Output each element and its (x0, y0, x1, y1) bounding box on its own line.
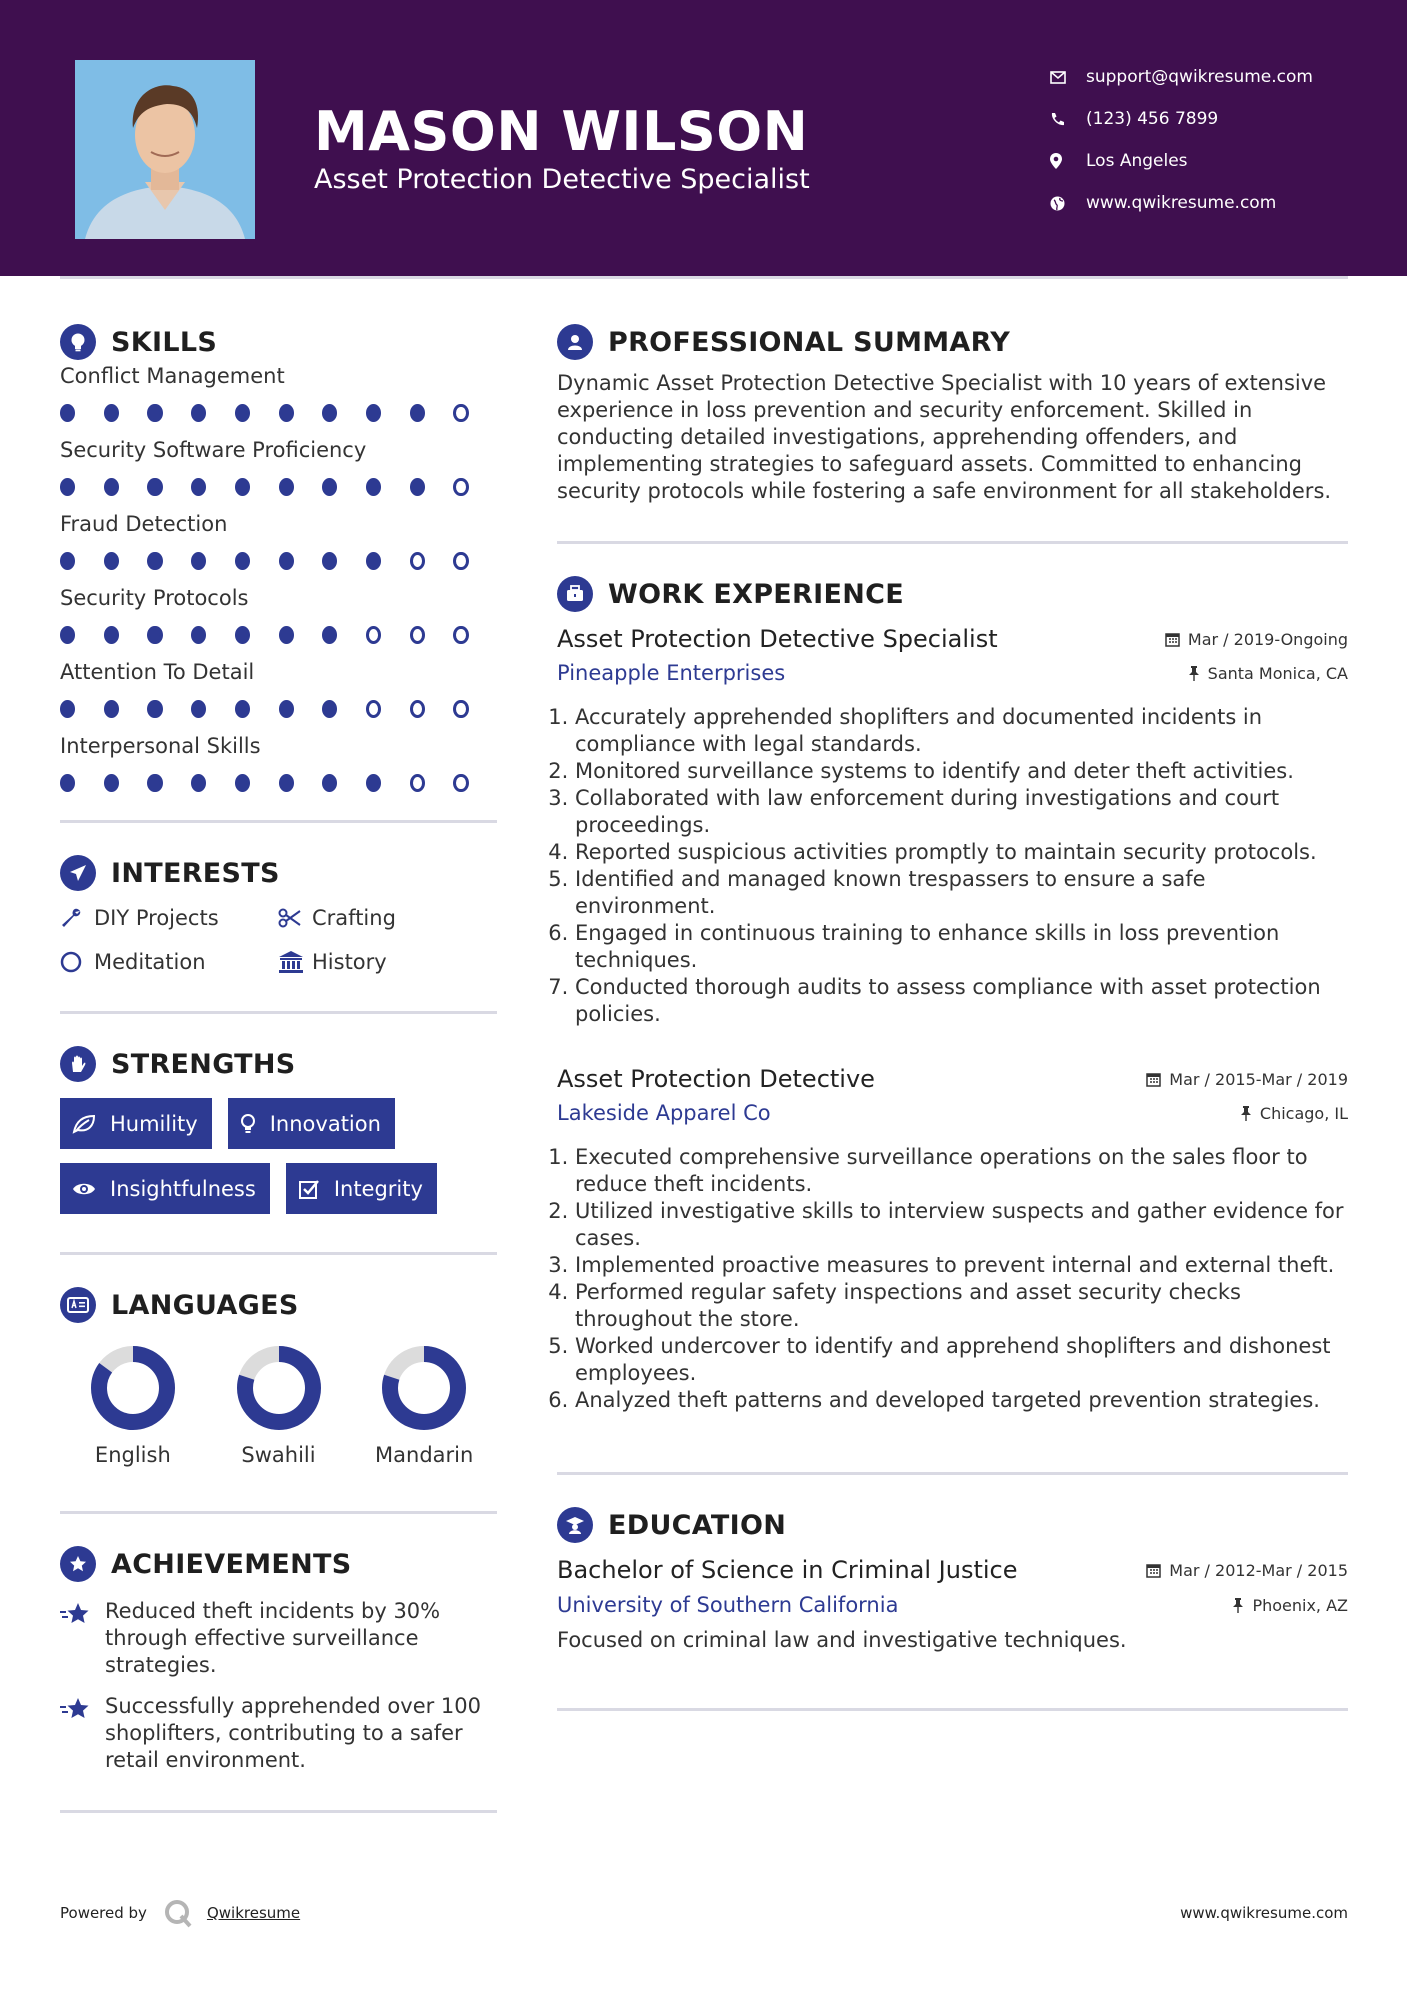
education-description: Focused on criminal law and investigative techniques. (557, 1628, 1127, 1652)
globe-icon (1050, 196, 1086, 211)
skill-dot-filled (366, 404, 381, 422)
job-bullets (557, 1144, 1348, 1414)
job-location (1188, 664, 1348, 683)
skill-dot-filled (235, 700, 250, 718)
strengths-list (60, 1098, 497, 1214)
skill-dot-empty (410, 700, 425, 718)
skill-name: Interpersonal Skills (60, 734, 261, 758)
education-title: EDUCATION (608, 1509, 787, 1541)
contact-email[interactable] (1050, 56, 1313, 98)
jobs-list (557, 622, 1348, 1414)
language-icon (60, 1287, 96, 1323)
skill-rating (60, 538, 497, 584)
calendar-icon (1146, 1563, 1161, 1578)
footer-url[interactable]: www.qwikresume.com (1180, 1904, 1348, 1922)
job-date-text: Mar / 2019-Ongoing (1187, 629, 1348, 649)
job-entry (557, 1062, 1348, 1414)
job-bullet: 5. Identified and managed known trespassers to ensure a safe environment. (575, 866, 1348, 920)
header-divider (60, 276, 1348, 279)
skill-rating (60, 390, 497, 436)
skill-name: Security Software Proficiency (60, 438, 367, 462)
skill-dot-filled (147, 626, 162, 644)
skill-rating (60, 760, 497, 806)
strength-label: Integrity (333, 1176, 423, 1201)
skill-name: Attention To Detail (60, 660, 255, 684)
paper-plane-icon (60, 855, 96, 891)
contact-location (1050, 140, 1313, 182)
skill-dot-filled (147, 774, 162, 792)
skill-dot-filled (60, 626, 75, 644)
job-company[interactable]: Pineapple Enterprises (557, 661, 786, 685)
skill-name: Security Protocols (60, 586, 249, 610)
leaf-icon (72, 1114, 96, 1134)
job-date-text: Mar / 2015-Mar / 2019 (1169, 1069, 1348, 1089)
lightbulb-icon (240, 1113, 256, 1135)
powered-by-label: Powered by (60, 1904, 147, 1922)
skill-dot-filled (104, 404, 119, 422)
language-name: English (94, 1443, 171, 1467)
skill-dot-filled (191, 404, 206, 422)
skill-dot-filled (322, 700, 337, 718)
language-name: Swahili (241, 1443, 316, 1467)
strength-tag (286, 1163, 437, 1214)
skill-dot-filled (104, 552, 119, 570)
achievements-title: ACHIEVEMENTS (111, 1548, 352, 1580)
profile-photo (75, 60, 255, 239)
strength-tag (60, 1163, 270, 1214)
language-donut (236, 1345, 322, 1431)
skill-dot-filled (279, 552, 294, 570)
skill-dot-filled (104, 478, 119, 496)
interest-item (278, 947, 496, 977)
job-bullet: 3. Implemented proactive measures to prevent internal and external theft. (575, 1252, 1348, 1279)
job-bullet: 2. Monitored surveillance systems to identify and deter theft activities. (575, 758, 1348, 785)
skill-dot-filled (104, 700, 119, 718)
job-bullet: 1. Accurately apprehended shoplifters and documented incidents in compliance with legal standards. (575, 704, 1348, 758)
skill-dot-empty (453, 774, 468, 792)
scissors-icon (278, 908, 312, 928)
contact-website-text: www.qwikresume.com (1086, 193, 1277, 213)
language-donut (90, 1345, 176, 1431)
skill-dot-filled (104, 774, 119, 792)
interest-item (278, 903, 496, 933)
skill-name: Fraud Detection (60, 512, 228, 536)
star-icon (60, 1693, 105, 1774)
check-square-icon (298, 1178, 320, 1200)
contact-location-text: Los Angeles (1086, 151, 1188, 171)
skill-dot-filled (235, 626, 250, 644)
summary-section (557, 322, 1348, 505)
job-company[interactable]: Lakeside Apparel Co (557, 1101, 771, 1125)
job-location-text: Santa Monica, CA (1207, 663, 1348, 683)
skill-dot-filled (279, 774, 294, 792)
job-date (1165, 630, 1348, 649)
section-divider (60, 1252, 497, 1255)
briefcase-icon (557, 576, 593, 612)
job-bullet: 4. Performed regular safety inspections and asset security checks throughout the store. (575, 1279, 1348, 1333)
contact-email-text: support@qwikresume.com (1086, 67, 1313, 87)
interests-title: INTERESTS (111, 857, 280, 889)
skill-dot-filled (191, 774, 206, 792)
summary-title: PROFESSIONAL SUMMARY (608, 326, 1011, 358)
footer (60, 1898, 1348, 1928)
lightbulb-icon (60, 324, 96, 360)
job-bullet: 7. Conducted thorough audits to assess compliance with asset protection policies. (575, 974, 1348, 1028)
skill-dot-filled (60, 404, 75, 422)
skill-dot-empty (453, 552, 468, 570)
job-location (1240, 1104, 1348, 1123)
language-name: Mandarin (375, 1443, 474, 1467)
interest-item (60, 947, 278, 977)
job-entry (557, 622, 1348, 1028)
skill-dot-filled (147, 552, 162, 570)
skill-dot-empty (453, 404, 468, 422)
skill-dot-filled (60, 552, 75, 570)
strength-tag (228, 1098, 395, 1149)
calendar-icon (1146, 1072, 1161, 1087)
achievement-text: Reduced theft incidents by 30% through effective surveillance strategies. (105, 1599, 441, 1677)
skill-dot-empty (366, 700, 381, 718)
qwikresume-logo-icon (163, 1898, 193, 1928)
qwikresume-link[interactable]: Qwikresume (206, 1904, 301, 1922)
skill-dot-filled (235, 774, 250, 792)
interests-list (60, 903, 497, 977)
interest-label: Meditation (94, 950, 206, 974)
star-badge-icon (60, 1546, 96, 1582)
skill-dot-filled (322, 552, 337, 570)
achievement-item (60, 1598, 497, 1679)
wrench-icon (60, 907, 94, 929)
skill-dot-filled (235, 404, 250, 422)
job-bullets (557, 704, 1348, 1028)
skill-dot-empty (410, 774, 425, 792)
languages-section (60, 1285, 497, 1467)
eye-icon (72, 1181, 96, 1197)
right-column (557, 322, 1348, 1711)
skills-list (60, 362, 497, 806)
job-location-text: Chicago, IL (1259, 1103, 1348, 1123)
user-icon (557, 324, 593, 360)
education-location (1232, 1596, 1348, 1615)
skill-dot-filled (147, 404, 162, 422)
skill-dot-filled (322, 626, 337, 644)
skills-title: SKILLS (111, 326, 218, 358)
left-column (60, 322, 497, 1813)
skill-dot-filled (191, 626, 206, 644)
language-item (206, 1345, 352, 1467)
skill-dot-filled (366, 552, 381, 570)
experience-section (557, 574, 1348, 1414)
interest-label: History (312, 950, 387, 974)
strength-label: Innovation (269, 1111, 381, 1136)
achievement-item (60, 1693, 497, 1774)
skill-dot-filled (60, 774, 75, 792)
job-title: Asset Protection Detective (557, 1065, 875, 1093)
education-location-text: Phoenix, AZ (1252, 1595, 1348, 1615)
strengths-title: STRENGTHS (111, 1048, 296, 1080)
skill-rating (60, 612, 497, 658)
strength-label: Humility (110, 1111, 198, 1136)
skill-dot-filled (191, 552, 206, 570)
job-bullet: 5. Worked undercover to identify and apprehend shoplifters and dishonest employees. (575, 1333, 1348, 1387)
skill-dot-filled (60, 478, 75, 496)
achievement-text: Successfully apprehended over 100 shoplifters, contributing to a safer retail environment. (105, 1694, 482, 1772)
star-icon (60, 1598, 105, 1679)
skill-rating (60, 464, 497, 510)
job-bullet: 1. Executed comprehensive surveillance operations on the sales floor to reduce theft incidents. (575, 1144, 1348, 1198)
skill-dot-empty (453, 478, 468, 496)
job-bullet: 2. Utilized investigative skills to interview suspects and gather evidence for cases. (575, 1198, 1348, 1252)
skill-dot-filled (235, 478, 250, 496)
phone-icon (1050, 112, 1086, 127)
skill-dot-filled (147, 700, 162, 718)
skill-dot-filled (191, 700, 206, 718)
education-date (1146, 1561, 1348, 1580)
envelope-icon (1050, 71, 1086, 84)
skill-rating (60, 686, 497, 732)
skill-dot-filled (410, 478, 425, 496)
contact-phone[interactable] (1050, 98, 1313, 140)
section-divider (60, 820, 497, 823)
skill-dot-filled (104, 626, 119, 644)
skill-dot-empty (366, 626, 381, 644)
skill-dot-filled (60, 700, 75, 718)
skill-dot-filled (366, 478, 381, 496)
languages-title: LANGUAGES (111, 1289, 299, 1321)
skill-dot-filled (279, 404, 294, 422)
education-date-text: Mar / 2012-Mar / 2015 (1169, 1560, 1348, 1580)
language-donut (381, 1345, 467, 1431)
candidate-title: Asset Protection Detective Specialist (314, 164, 810, 195)
skill-dot-filled (147, 478, 162, 496)
pin-icon (1188, 666, 1200, 681)
job-bullet: 4. Reported suspicious activities promptly to maintain security protocols. (575, 839, 1348, 866)
strength-label: Insightfulness (110, 1176, 256, 1201)
skill-name: Conflict Management (60, 364, 285, 388)
skill-dot-filled (235, 552, 250, 570)
contact-website[interactable] (1050, 182, 1313, 224)
section-divider (557, 1708, 1348, 1711)
degree-title: Bachelor of Science in Criminal Justice (557, 1556, 1018, 1584)
achievements-section (60, 1544, 497, 1774)
job-title: Asset Protection Detective Specialist (557, 625, 998, 653)
strength-tag (60, 1098, 212, 1149)
skill-dot-filled (279, 478, 294, 496)
circle-icon (60, 951, 94, 973)
candidate-name: MASON WILSON (314, 100, 809, 163)
skill-dot-filled (279, 700, 294, 718)
contact-phone-text: (123) 456 7899 (1086, 109, 1219, 129)
skill-dot-filled (366, 774, 381, 792)
skill-dot-empty (410, 626, 425, 644)
job-bullet: 6. Analyzed theft patterns and developed targeted prevention strategies. (575, 1387, 1348, 1414)
interest-label: Crafting (312, 906, 396, 930)
pin-icon (1240, 1106, 1252, 1121)
skill-dot-filled (410, 404, 425, 422)
summary-text: Dynamic Asset Protection Detective Specialist with 10 years of extensive experience in loss prevention and security enforcement. Skilled in conducting detailed investigations, apprehending offenders, and implementing strategies to safeguard assets. Committed to enhancing security protocols while fostering a safe environment for all stakeholders. (557, 371, 1332, 503)
school-name[interactable]: University of Southern California (557, 1593, 899, 1617)
skill-dot-empty (453, 626, 468, 644)
contact-list (1050, 56, 1313, 224)
interest-label: DIY Projects (94, 906, 219, 930)
education-section (557, 1505, 1348, 1654)
language-item (351, 1345, 497, 1467)
strengths-section (60, 1044, 497, 1214)
section-divider (557, 1472, 1348, 1475)
section-divider (60, 1810, 497, 1813)
job-bullet: 3. Collaborated with law enforcement during investigations and court proceedings. (575, 785, 1348, 839)
resume-header (0, 0, 1407, 276)
job-date (1146, 1070, 1348, 1089)
skill-dot-filled (279, 626, 294, 644)
interest-item (60, 903, 278, 933)
section-divider (60, 1511, 497, 1514)
experience-title: WORK EXPERIENCE (608, 578, 904, 610)
section-divider (60, 1011, 497, 1014)
calendar-icon (1165, 632, 1180, 647)
pin-icon (1232, 1598, 1244, 1613)
interests-section (60, 853, 497, 977)
map-pin-icon (1050, 153, 1086, 169)
skill-dot-empty (453, 700, 468, 718)
skill-dot-filled (322, 404, 337, 422)
job-bullet: 6. Engaged in continuous training to enhance skills in loss prevention techniques. (575, 920, 1348, 974)
skill-dot-filled (322, 478, 337, 496)
graduate-icon (557, 1507, 593, 1543)
museum-icon (278, 950, 312, 974)
language-item (60, 1345, 206, 1467)
section-divider (557, 541, 1348, 544)
skills-section (60, 322, 497, 806)
hand-icon (60, 1046, 96, 1082)
skill-dot-empty (410, 552, 425, 570)
languages-list (60, 1345, 497, 1467)
skill-dot-filled (191, 478, 206, 496)
skill-dot-filled (322, 774, 337, 792)
